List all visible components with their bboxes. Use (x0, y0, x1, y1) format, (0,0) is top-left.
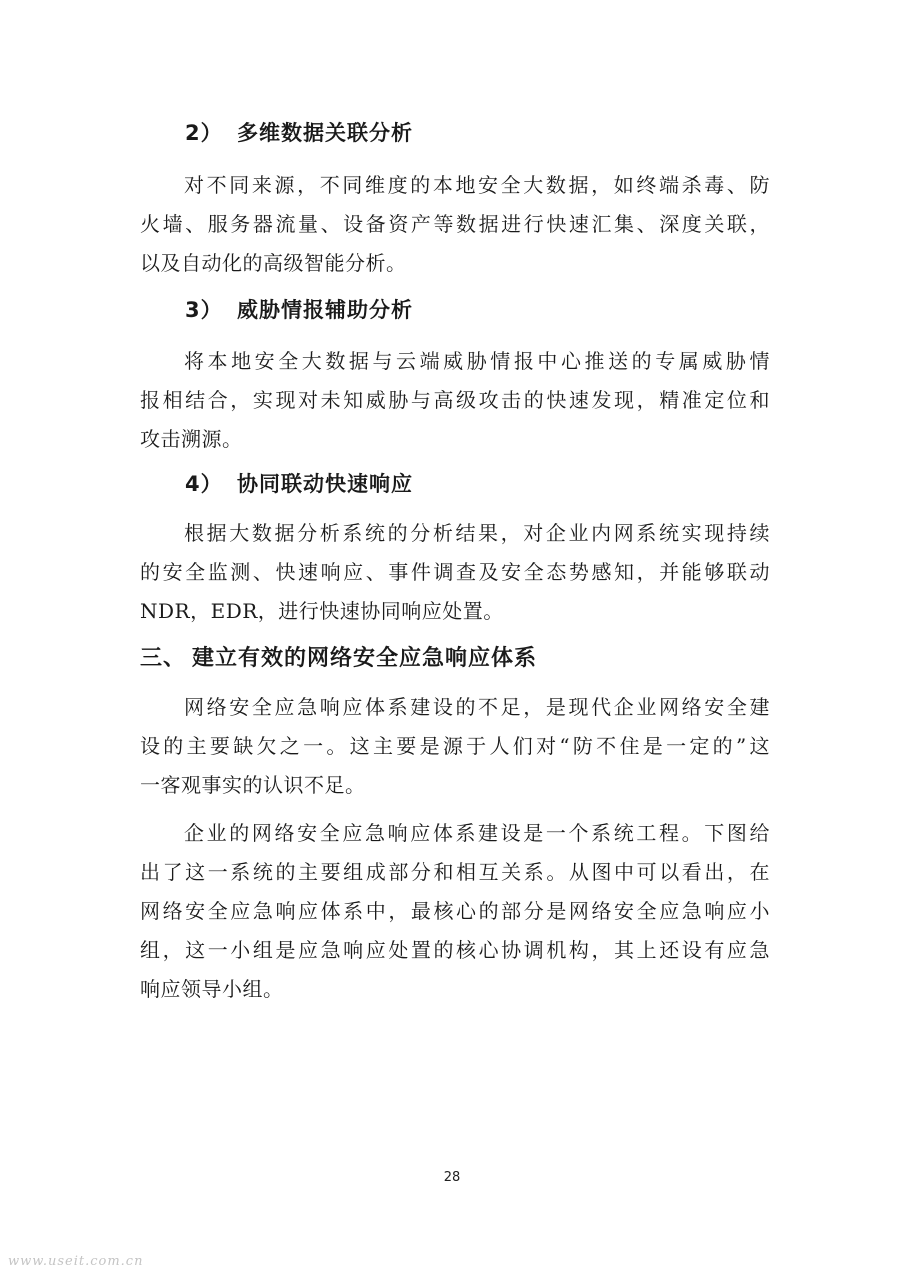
subsection-number: 3） (185, 298, 223, 322)
subsection-number: 2） (185, 121, 223, 145)
paragraph-line: 火墙、服务器流量、设备资产等数据进行快速汇集、深度关联， (140, 212, 770, 236)
paragraph-line: 组，这一小组是应急响应处置的核心协调机构，其上还设有应急 (140, 938, 770, 962)
subsection-heading-3 (185, 296, 413, 324)
subsection-number: 4） (185, 472, 223, 496)
subsection-heading-2 (185, 119, 413, 147)
paragraph-line: NDR，EDR，进行快速协同响应处置。 (140, 599, 504, 623)
paragraph-s4 (140, 514, 770, 631)
subsection-title: 协同联动快速响应 (237, 472, 413, 496)
page-number: 28 (443, 1170, 461, 1185)
paragraph-line: 的安全监测、快速响应、事件调查及安全态势感知，并能够联动 (140, 560, 770, 584)
paragraph-s2 (140, 166, 770, 283)
paragraph-line: 设的主要缺欠之一。这主要是源于人们对“防不住是一定的”这 (140, 734, 770, 758)
paragraph-line: 对不同来源，不同维度的本地安全大数据，如终端杀毒、防 (184, 173, 770, 197)
subsection-title: 多维数据关联分析 (237, 121, 413, 145)
paragraph-s3 (140, 342, 770, 459)
chapter-heading (140, 644, 537, 674)
paragraph-line: 将本地安全大数据与云端威胁情报中心推送的专属威胁情 (184, 349, 770, 373)
chapter-number: 三、 (140, 646, 187, 671)
subsection-heading-4 (185, 470, 413, 498)
paragraph-line: 网络安全应急响应体系中，最核心的部分是网络安全应急响应小 (140, 899, 770, 923)
chapter-title: 建立有效的网络安全应急响应体系 (192, 646, 538, 671)
paragraph-line: 一客观事实的认识不足。 (140, 773, 366, 797)
paragraph-line: 出了这一系统的主要组成部分和相互关系。从图中可以看出，在 (140, 860, 770, 884)
watermark: www.useit.com.cn (8, 1254, 144, 1269)
chapter-paragraph-2 (140, 814, 770, 1009)
paragraph-line: 以及自动化的高级智能分析。 (140, 251, 407, 275)
paragraph-line: 网络安全应急响应体系建设的不足，是现代企业网络安全建 (184, 695, 770, 719)
paragraph-line: 响应领导小组。 (140, 977, 284, 1001)
paragraph-line: 企业的网络安全应急响应体系建设是一个系统工程。下图给 (184, 821, 770, 845)
chapter-paragraph-1 (140, 688, 770, 805)
paragraph-line: 报相结合，实现对未知威胁与高级攻击的快速发现，精准定位和 (140, 388, 770, 412)
subsection-title: 威胁情报辅助分析 (237, 298, 413, 322)
paragraph-line: 根据大数据分析系统的分析结果，对企业内网系统实现持续 (184, 521, 770, 545)
paragraph-line: 攻击溯源。 (140, 427, 243, 451)
